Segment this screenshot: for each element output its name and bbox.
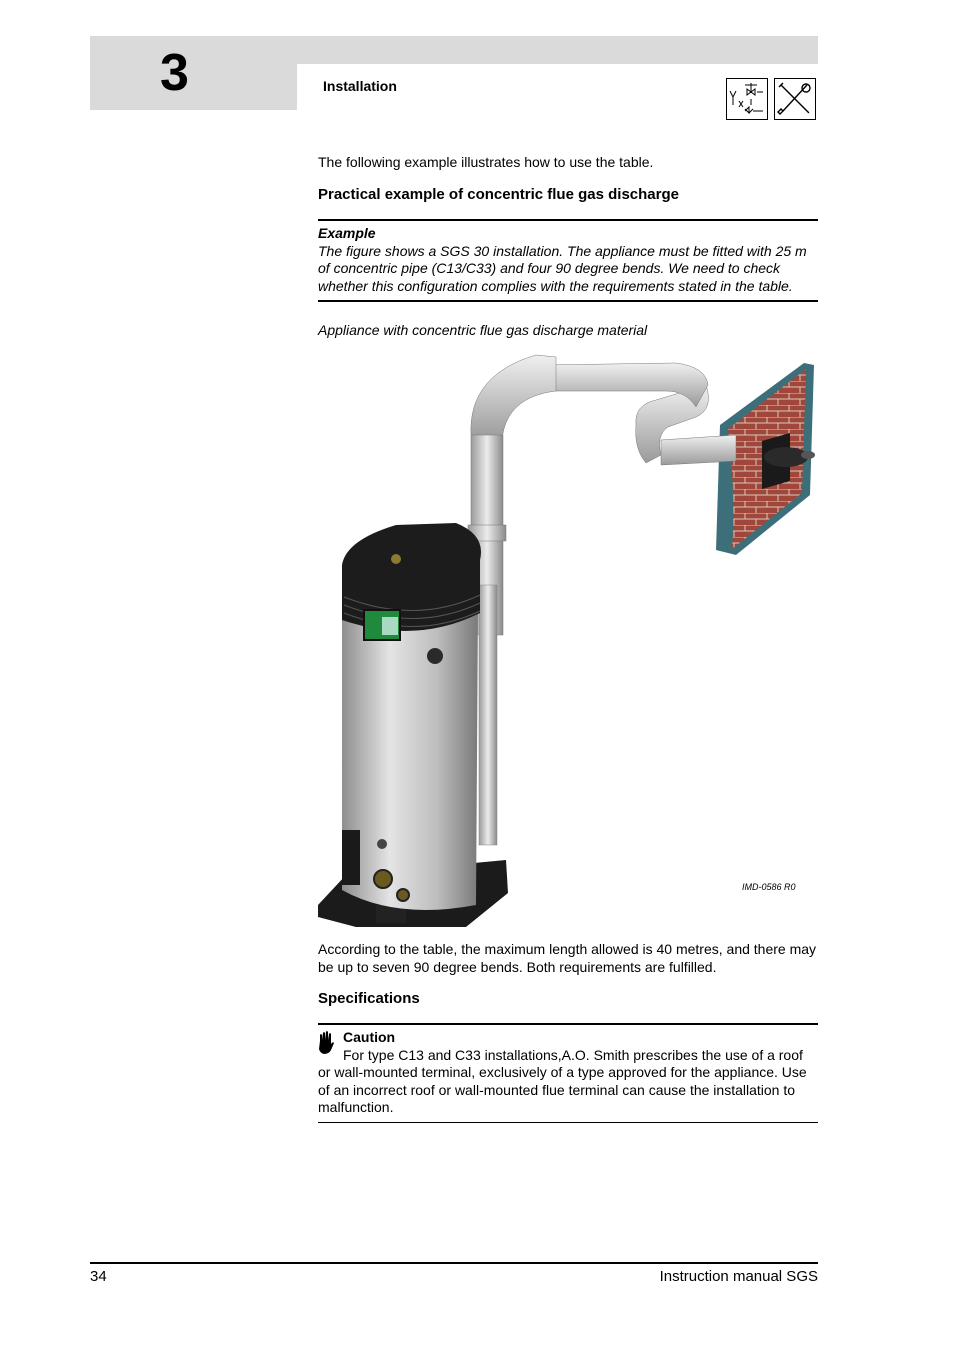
hand-stop-icon — [317, 1031, 335, 1055]
conclusion-line: According to the table, the maximum length allowed is 40 metres, and there may — [318, 941, 817, 957]
example-bottom-rule — [318, 300, 818, 302]
footer-rule — [90, 1262, 818, 1264]
example-label: Example — [318, 225, 376, 241]
chapter-band — [297, 36, 818, 64]
caution-label: Caution — [343, 1029, 396, 1045]
example-line: of concentric pipe (C13/C33) and four 90 degree bends. We need to check — [318, 260, 781, 276]
caution-line: of an incorrect roof or wall-mounted flue terminal can cause the installation to — [318, 1082, 796, 1098]
example-top-rule — [318, 219, 818, 221]
section-title: Installation — [323, 78, 397, 94]
caution-line: or wall-mounted terminal, exclusively of a type approved for the appliance. Use — [318, 1064, 807, 1080]
caution-top-rule — [318, 1023, 818, 1025]
figure-caption: Appliance with concentric flue gas discharge material — [318, 322, 648, 338]
manual-title: Instruction manual SGS — [659, 1268, 818, 1285]
figure-code: IMD-0586 R0 — [742, 882, 796, 892]
example-line: The figure shows a SGS 30 installation. The appliance must be fitted with 25 m — [318, 243, 807, 259]
intro-text: The following example illustrates how to use the table. — [318, 154, 654, 170]
caution-bottom-rule — [318, 1122, 818, 1123]
installation-symbols-icon — [726, 78, 768, 120]
tools-icon — [774, 78, 816, 120]
caution-line: malfunction. — [318, 1099, 394, 1115]
caution-line: For type C13 and C33 installations,A.O. Smith prescribes the use of a roof — [343, 1047, 803, 1063]
appliance-figure — [316, 345, 820, 935]
heading-practical-example: Practical example of concentric flue gas discharge — [318, 186, 679, 203]
heading-specifications: Specifications — [318, 990, 420, 1007]
chapter-number: 3 — [160, 44, 189, 102]
example-line: whether this configuration complies with the requirements stated in the table. — [318, 278, 793, 294]
page-number: 34 — [90, 1268, 107, 1285]
conclusion-line: be up to seven 90 degree bends. Both requirements are fulfilled. — [318, 959, 717, 975]
chapter-tab — [90, 36, 297, 110]
